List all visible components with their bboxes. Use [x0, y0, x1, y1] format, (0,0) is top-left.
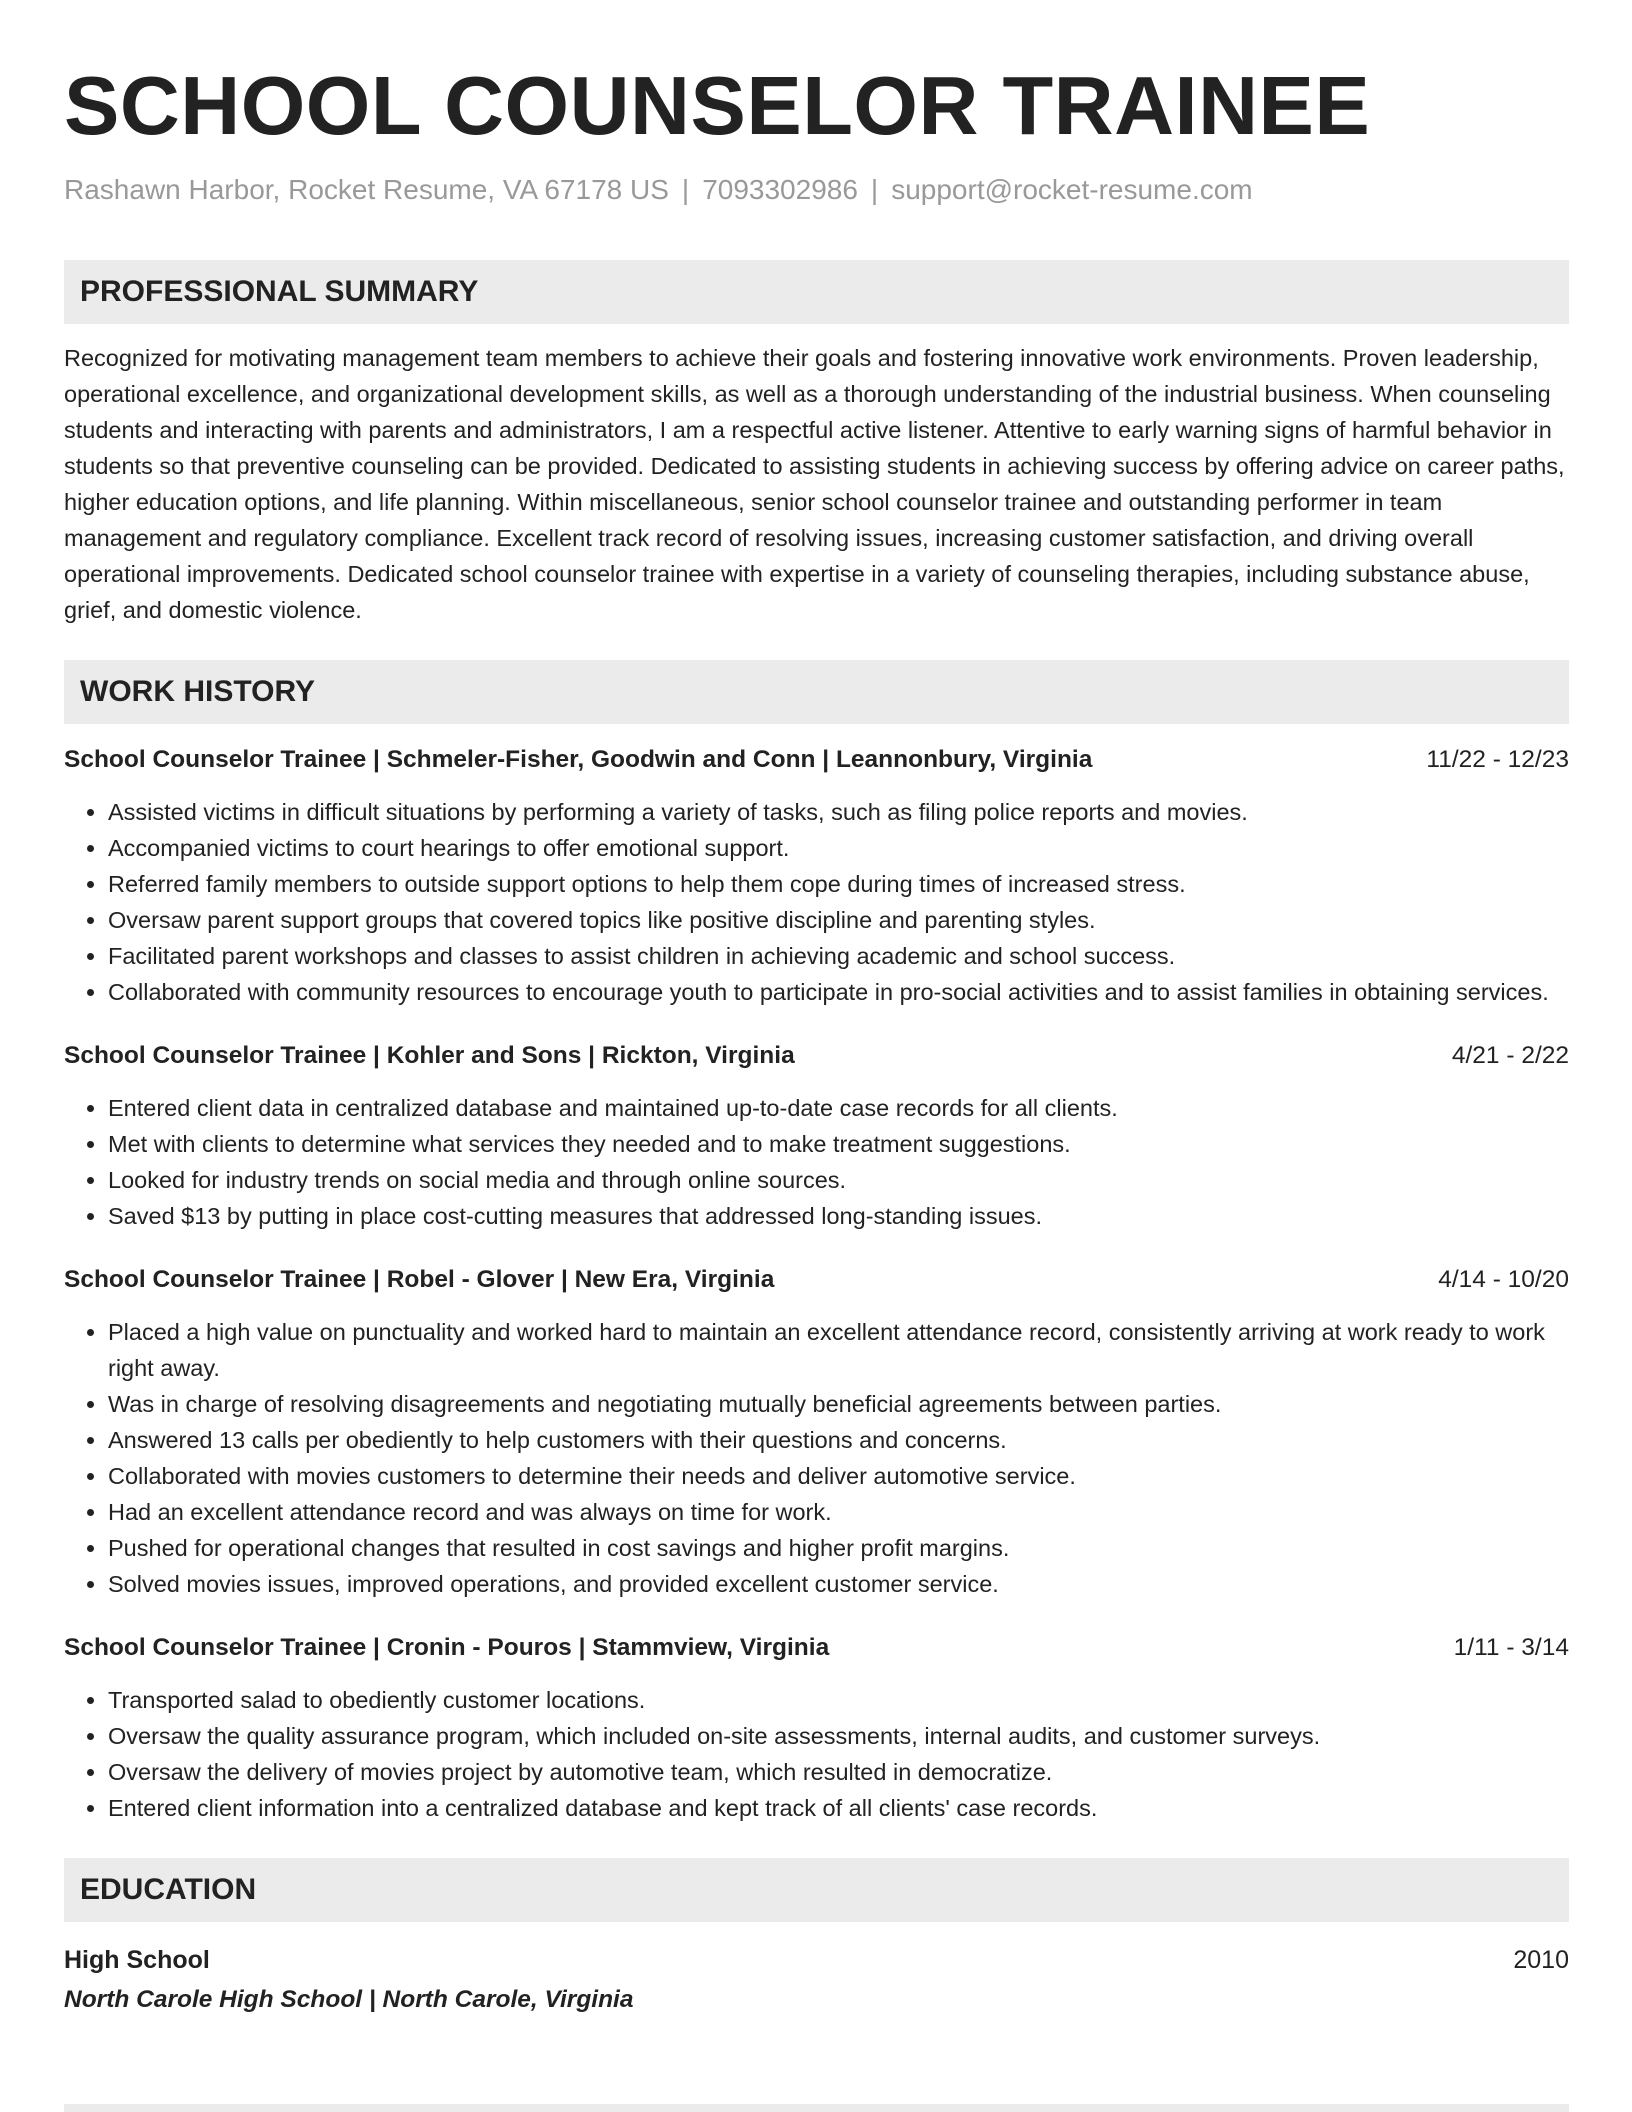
job-bullet: • Met with clients to determine what services they needed and to make treatment suggestions. — [108, 1126, 1569, 1162]
job-dates: 4/14 - 10/20 — [1438, 1266, 1569, 1293]
job-entry — [64, 1632, 1569, 1826]
section-heading-summary: PROFESSIONAL SUMMARY — [64, 260, 1569, 324]
job-bullet: • Answered 13 calls per obediently to help customers with their questions and concerns. — [108, 1422, 1569, 1458]
job-header — [64, 1040, 1569, 1072]
job-title: School Counselor Trainee | Robel - Glover | New Era, Virginia — [64, 1266, 775, 1293]
job-header — [64, 744, 1569, 776]
section-heading-education: EDUCATION — [64, 1858, 1569, 1922]
job-bullet: • Solved movies issues, improved operations, and provided excellent customer service. — [108, 1566, 1569, 1602]
job-bullet: • Collaborated with community resources to encourage youth to participate in pro-social activities and to assist families in obtaining services. — [108, 974, 1569, 1010]
job-bullet: • Entered client data in centralized database and maintained up-to-date case records for all clients. — [108, 1090, 1569, 1126]
job-bullet: • Oversaw the delivery of movies project by automotive team, which resulted in democratize. — [108, 1754, 1569, 1790]
job-dates: 1/11 - 3/14 — [1453, 1634, 1569, 1661]
job-entry — [64, 1264, 1569, 1602]
job-bullet: • Saved $13 by putting in place cost-cutting measures that addressed long-standing issues. — [108, 1198, 1569, 1234]
job-header — [64, 1264, 1569, 1296]
contact-phone: 7093302986 — [702, 174, 858, 205]
contact-address: Rashawn Harbor, Rocket Resume, VA 67178 US — [64, 174, 669, 205]
job-bullet: • Looked for industry trends on social media and through online sources. — [108, 1162, 1569, 1198]
education-school: North Carole High School | North Carole, Virginia — [64, 1986, 634, 2013]
job-bullets — [64, 1090, 1569, 1234]
job-title: School Counselor Trainee | Schmeler-Fisher, Goodwin and Conn | Leannonbury, Virginia — [64, 746, 1093, 773]
job-bullet: • Referred family members to outside support options to help them cope during times of increased stress. — [108, 866, 1569, 902]
contact-line — [64, 172, 1569, 208]
job-entry — [64, 1040, 1569, 1234]
job-bullet: • Oversaw the quality assurance program, which included on-site assessments, internal audits, and customer surveys. — [108, 1718, 1569, 1754]
job-title: School Counselor Trainee | Kohler and Sons | Rickton, Virginia — [64, 1042, 795, 1069]
education-header — [64, 1942, 1569, 1978]
job-title: School Counselor Trainee | Cronin - Pouros | Stammview, Virginia — [64, 1634, 830, 1661]
job-bullets — [64, 1682, 1569, 1826]
job-bullet: • Pushed for operational changes that resulted in cost savings and higher profit margins. — [108, 1530, 1569, 1566]
job-bullet: • Collaborated with movies customers to determine their needs and deliver automotive service. — [108, 1458, 1569, 1494]
contact-separator: | — [681, 174, 690, 205]
job-bullet: • Was in charge of resolving disagreements and negotiating mutually beneficial agreements between parties. — [108, 1386, 1569, 1422]
job-bullet: • Oversaw parent support groups that covered topics like positive discipline and parenting styles. — [108, 902, 1569, 938]
contact-email: support@rocket-resume.com — [891, 174, 1253, 205]
job-bullet: • Had an excellent attendance record and was always on time for work. — [108, 1494, 1569, 1530]
job-dates: 4/21 - 2/22 — [1451, 1042, 1569, 1069]
education-year: 2010 — [1513, 1946, 1569, 1974]
contact-separator: | — [870, 174, 879, 205]
job-bullet: • Assisted victims in difficult situations by performing a variety of tasks, such as filing police reports and movies. — [108, 794, 1569, 830]
job-header — [64, 1632, 1569, 1664]
education-entry — [64, 1942, 1569, 2018]
job-bullets — [64, 794, 1569, 1010]
job-dates: 11/22 - 12/23 — [1426, 746, 1569, 773]
resume-title: SCHOOL COUNSELOR TRAINEE — [64, 59, 1371, 152]
education-degree: High School — [64, 1946, 210, 1974]
section-heading-work-history: WORK HISTORY — [64, 660, 1569, 724]
job-bullet: • Transported salad to obediently customer locations. — [108, 1682, 1569, 1718]
job-bullet: • Placed a high value on punctuality and worked hard to maintain an excellent attendance record, consistently arriving at work ready to work right away. — [108, 1314, 1569, 1386]
job-bullet: • Entered client information into a centralized database and kept track of all clients' case records. — [108, 1790, 1569, 1826]
summary-paragraph: Recognized for motivating management team members to achieve their goals and fostering innovative work environments. Proven leadership, operational excellence, and organizational development skills, as well as a thorough understanding of the industrial business. When counseling students and interacting with parents and administrators, I am a respectful active listener. Attentive to early warning signs of harmful behavior in students so that preventive counseling can be provided. Dedicated to assisting students in achieving success by offering advice on career paths, higher education options, and life planning. Within miscellaneous, senior school counselor trainee and outstanding performer in team management and regulatory compliance. Excellent track record of resolving issues, increasing customer satisfaction, and driving overall operational improvements. Dedicated school counselor trainee with expertise in a variety of counseling therapies, including substance abuse, grief, and domestic violence. — [64, 345, 1565, 623]
job-bullet: • Facilitated parent workshops and classes to assist children in achieving academic and school success. — [108, 938, 1569, 974]
job-bullets — [64, 1314, 1569, 1602]
next-section-bar — [64, 2104, 1569, 2112]
job-entry — [64, 744, 1569, 1010]
job-bullet: • Accompanied victims to court hearings to offer emotional support. — [108, 830, 1569, 866]
